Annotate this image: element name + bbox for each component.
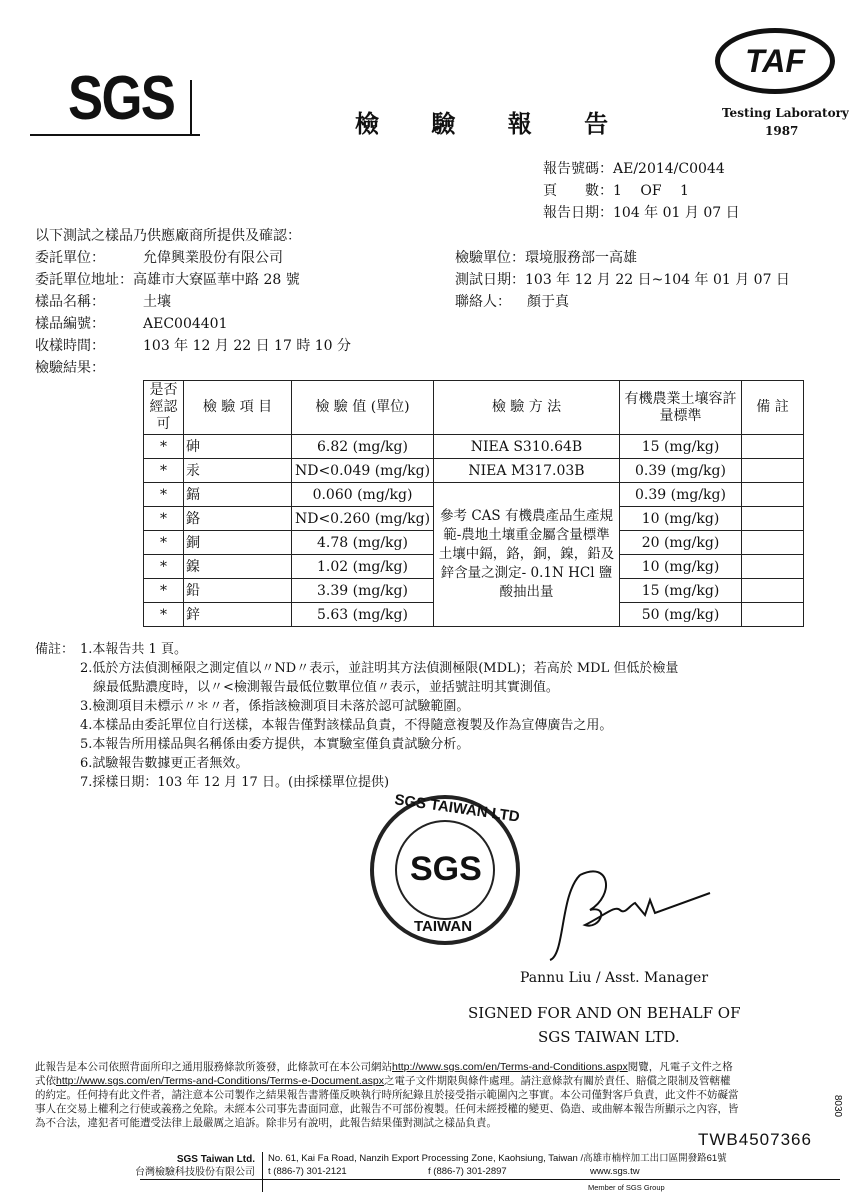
note: 4.本樣品由委託單位自行送樣，本報告僅對該樣品負責，不得隨意複製及作為宣傳廣告之用。 (80, 718, 613, 733)
test-value: 6.82 (mg/kg) (292, 435, 434, 459)
footer-website[interactable]: www.sgs.tw (590, 1166, 640, 1177)
limit-standard: 15 (mg/kg) (620, 579, 742, 603)
text: 式依 (35, 1075, 56, 1087)
label: 委託單位地址： (35, 272, 133, 288)
e-document-link[interactable]: http://www.sgs.com/en/Terms-and-Conditions/Terms-e-Document.aspx (56, 1075, 384, 1087)
intro-text: 以下測試之樣品乃供應廠商所提供及確認： (35, 228, 301, 244)
results-label: 檢驗結果： (35, 360, 105, 376)
test-value: 5.63 (mg/kg) (292, 603, 434, 627)
text: 為不合法，違犯者可能遭受法律上最嚴厲之追訴。除非另有說明，此報告結果僅對測試之樣品負責。 (35, 1117, 497, 1129)
signed-line-2: SGS TAIWAN LTD. (538, 1028, 680, 1046)
note: 5.本報告所用樣品與名稱係由委方提供，本實驗室僅負責試驗分析。 (80, 737, 470, 752)
remark-cell (742, 435, 804, 459)
remark-cell (742, 579, 804, 603)
test-value: 0.060 (mg/kg) (292, 483, 434, 507)
text: 此報告是本公司依照背面所印之通用服務條款所簽發，此條款可在本公司網站 (35, 1061, 392, 1073)
limit-standard: 0.39 (mg/kg) (620, 483, 742, 507)
logo-divider (190, 80, 192, 136)
accredited-mark: * (144, 603, 184, 627)
remark-cell (742, 459, 804, 483)
col-remark: 備 註 (742, 381, 804, 435)
note: 2.低於方法偵測極限之測定值以〃ND〃表示，並註明其方法偵測極限(MDL)；若高於 MDL 但低於檢量 (80, 661, 679, 676)
test-method: 參考 CAS 有機農產品生產規範-農地土壤重金屬含量標準土壤中鎘，鉻，銅，鎳，鉛及鋅含量之測定- 0.1N HCl 鹽酸抽出量 (434, 483, 620, 627)
limit-standard: 15 (mg/kg) (620, 435, 742, 459)
text: 閱覽，凡電子文件之格 (627, 1061, 733, 1073)
label: 聯絡人： (455, 294, 511, 310)
limit-standard: 0.39 (mg/kg) (620, 459, 742, 483)
test-value: ND<0.260 (mg/kg) (292, 507, 434, 531)
signed-line-1: SIGNED FOR AND ON BEHALF OF (468, 1004, 741, 1022)
remark-cell (742, 603, 804, 627)
test-item: 砷 (184, 435, 292, 459)
test-item: 鉻 (184, 507, 292, 531)
disclaimer (35, 1060, 739, 1130)
contact-person: 顏于真 (527, 294, 569, 310)
footer-address: No. 61, Kai Fa Road, Nanzih Export Processing Zone, Kaohsiung, Taiwan /高雄市楠梓加工出口區開發路61號 (268, 1153, 727, 1164)
label: 樣品名稱： (35, 294, 105, 310)
table-row (144, 435, 804, 459)
note: 1.本報告共 1 頁。 (80, 642, 187, 657)
test-value: 4.78 (mg/kg) (292, 531, 434, 555)
test-value: 3.39 (mg/kg) (292, 579, 434, 603)
notes-list (80, 640, 678, 792)
seal-top-text: SGS TAIWAN LTD (393, 791, 521, 826)
serial-number: TWB4507366 (698, 1130, 812, 1149)
accredited-mark: * (144, 507, 184, 531)
text: 事人在交易上權利之行使或義務之免除。未經本公司事先書面同意，此報告不可部份複製。任何未經授權的變更、偽造、或曲解本報告所顯示之內容，皆 (35, 1103, 739, 1115)
test-item: 鎳 (184, 555, 292, 579)
taf-year: 1987 (765, 124, 799, 138)
col-accredited: 是否經認可 (144, 381, 184, 435)
side-code: 8030 (832, 1094, 844, 1118)
remark-cell (742, 531, 804, 555)
logo-underline (30, 134, 200, 136)
page-count: 1 OF 1 (613, 183, 689, 199)
text: 的約定。任何持有此文件者，請注意本公司製作之結果報告書將僅反映執行時所紀錄且於接受指示範圍內之事實。本公司僅對客戶負責，此文件不妨礙當 (35, 1089, 739, 1101)
col-value: 檢 驗 值 (單位) (292, 381, 434, 435)
client-name: 允偉興業股份有限公司 (143, 250, 283, 266)
col-limit: 有機農業土壤容許量標準 (620, 381, 742, 435)
label: 收樣時間： (35, 338, 105, 354)
signature-icon (520, 855, 720, 965)
report-title: 檢 驗 報 告 (355, 109, 631, 138)
limit-standard: 50 (mg/kg) (620, 603, 742, 627)
lab-info (455, 247, 790, 313)
footer-divider (262, 1152, 263, 1192)
report-number: AE/2014/C0044 (613, 161, 725, 177)
label: 頁 數： (543, 183, 613, 199)
note: 3.檢測項目未標示〃＊〃者，係指該檢測項目未落於認可試驗範圍。 (80, 699, 470, 714)
table-header-row (144, 381, 804, 435)
limit-standard: 10 (mg/kg) (620, 507, 742, 531)
taf-subtitle: Testing Laboratory (722, 106, 849, 120)
limit-standard: 20 (mg/kg) (620, 531, 742, 555)
accredited-mark: * (144, 531, 184, 555)
notes-label: 備註： (35, 642, 75, 657)
table-row (144, 483, 804, 507)
col-item: 檢 驗 項 目 (184, 381, 292, 435)
accredited-mark: * (144, 483, 184, 507)
test-dates: 103 年 12 月 22 日~104 年 01 月 07 日 (525, 272, 790, 288)
client-info (35, 247, 351, 379)
limit-standard: 10 (mg/kg) (620, 555, 742, 579)
test-item: 銅 (184, 531, 292, 555)
footer-member: Member of SGS Group (588, 1183, 665, 1192)
test-item: 鎘 (184, 483, 292, 507)
label: 報告號碼： (543, 161, 613, 177)
text: 之電子文件期限與條件處理。請注意條款有關於責任、賠償之限制及管轄權 (383, 1075, 731, 1087)
test-item: 鉛 (184, 579, 292, 603)
seal-center-text: SGS (410, 850, 482, 888)
footer-fax: f (886-7) 301-2897 (428, 1166, 507, 1177)
sample-number: AEC004401 (143, 316, 228, 332)
seal-bottom-text: TAIWAN (414, 918, 473, 935)
footer-tel: t (886-7) 301-2121 (268, 1166, 347, 1177)
note: 7.採樣日期：103 年 12 月 17 日。(由採樣單位提供) (80, 775, 390, 790)
test-value: ND<0.049 (mg/kg) (292, 459, 434, 483)
note: 線最低點濃度時，以〃<檢測報告最低位數單位值〃表示，並括號註明其實測值。 (80, 680, 559, 695)
lab-unit: 環境服務部一高雄 (525, 250, 637, 266)
accredited-mark: * (144, 435, 184, 459)
label: 委託單位： (35, 250, 105, 266)
label: 測試日期： (455, 272, 525, 288)
report-date: 104 年 01 月 07 日 (613, 205, 740, 221)
signer-name: Pannu Liu / Asst. Manager (520, 970, 709, 986)
accredited-mark: * (144, 579, 184, 603)
terms-link[interactable]: http://www.sgs.com/en/Terms-and-Conditions.aspx (392, 1061, 628, 1073)
test-item: 鋅 (184, 603, 292, 627)
accredited-mark: * (144, 459, 184, 483)
taf-logo: TAF (715, 28, 835, 94)
test-method: NIEA M317.03B (434, 459, 620, 483)
results-table (143, 380, 804, 627)
note: 6.試驗報告數據更正者無效。 (80, 756, 249, 771)
report-info (543, 158, 740, 224)
sample-name: 土壤 (143, 294, 171, 310)
label: 樣品編號： (35, 316, 105, 332)
test-method: NIEA S310.64B (434, 435, 620, 459)
footer-company (130, 1153, 255, 1179)
remark-cell (742, 483, 804, 507)
col-method: 檢 驗 方 法 (434, 381, 620, 435)
test-value: 1.02 (mg/kg) (292, 555, 434, 579)
label: 檢驗單位： (455, 250, 525, 266)
company-en: SGS Taiwan Ltd. (176, 1154, 255, 1165)
accredited-mark: * (144, 555, 184, 579)
sgs-logo: SGS (68, 64, 175, 133)
remark-cell (742, 507, 804, 531)
notes (35, 640, 74, 659)
receipt-time: 103 年 12 月 22 日 17 時 10 分 (143, 338, 352, 354)
company-zh: 台灣檢驗科技股份有限公司 (135, 1167, 255, 1178)
table-row (144, 459, 804, 483)
client-address: 高雄市大寮區華中路 28 號 (133, 272, 300, 288)
test-item: 汞 (184, 459, 292, 483)
remark-cell (742, 555, 804, 579)
label: 報告日期： (543, 205, 613, 221)
footer-rule (140, 1179, 840, 1180)
